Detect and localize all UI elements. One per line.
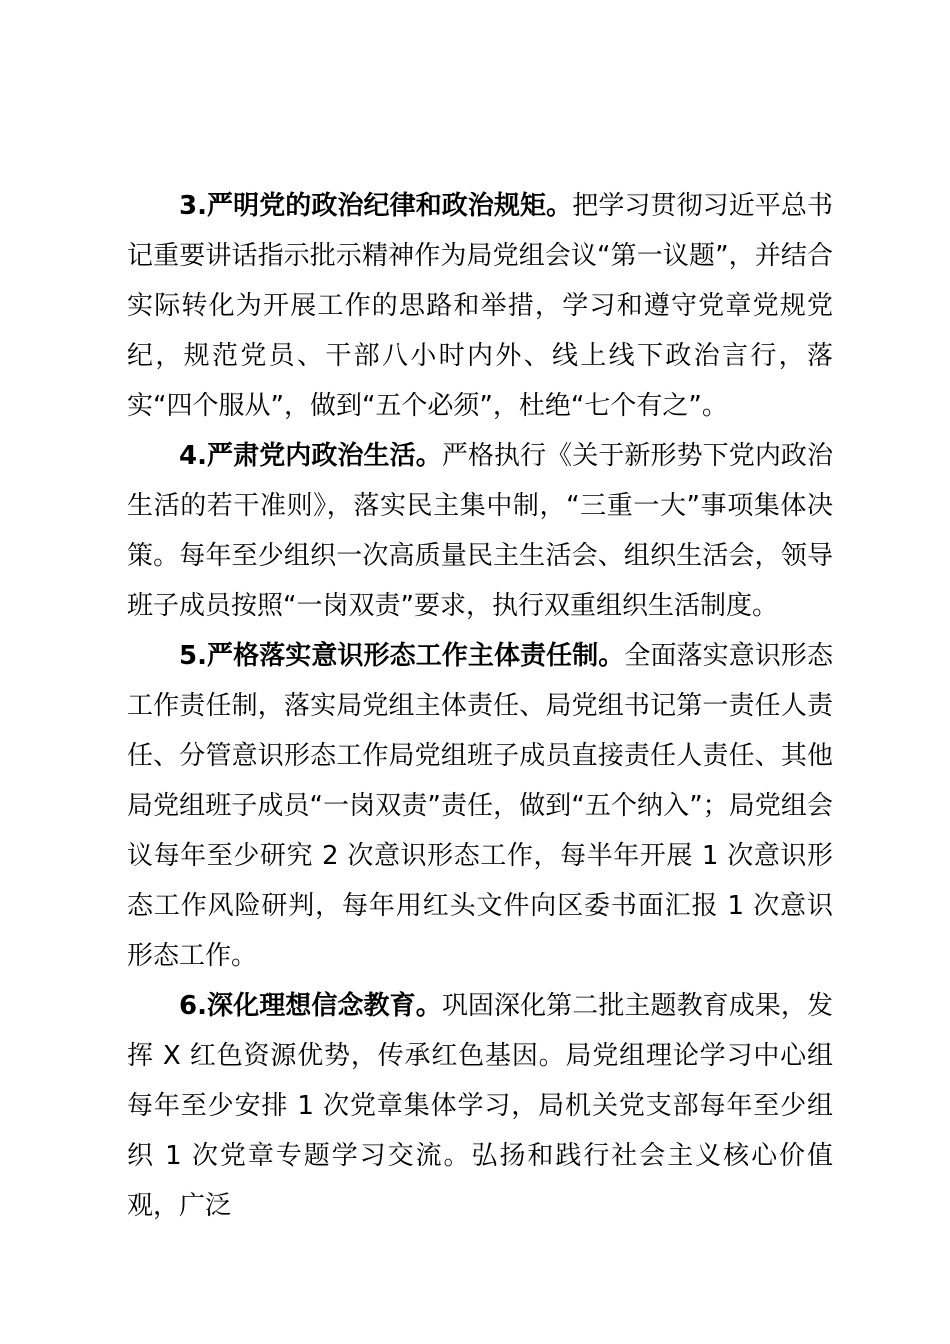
paragraph-6-heading: 6.深化理想信念教育。 xyxy=(179,991,442,1021)
paragraph-3-text: 把学习贯彻习近平总书记重要讲话指示批示精神作为局党组会议“第一议题”，并结合实际转化为开展工作的思路和举措，学习和遵守党章党规党纪，规范党员、干部八小时内外、线上线下政治言行，落实“四个服从”，做到“五个必须”，杜绝“七个有之”。 xyxy=(127,191,833,421)
paragraph-6-text: 巩固深化第二批主题教育成果，发挥 X 红色资源优势，传承红色基因。局党组理论学习中心组每年至少安排 1 次党章集体学习，局机关党支部每年至少组织 1 次党章专题学习交流。弘扬和践行社会主义核心价值观，广泛 xyxy=(127,991,833,1221)
paragraph-3 xyxy=(127,181,833,431)
paragraph-3-heading: 3.严明党的政治纪律和政治规矩。 xyxy=(179,191,573,221)
paragraph-5-heading: 5.严格落实意识形态工作主体责任制。 xyxy=(179,641,625,671)
paragraph-4-heading: 4.严肃党内政治生活。 xyxy=(179,441,442,471)
paragraph-5 xyxy=(127,631,833,981)
paragraph-6 xyxy=(127,981,833,1231)
paragraph-4-text: 严格执行《关于新形势下党内政治生活的若干准则》，落实民主集中制，“三重一大”事项集体决策。每年至少组织一次高质量民主生活会、组织生活会，领导班子成员按照“一岗双责”要求，执行双重组织生活制度。 xyxy=(127,441,833,621)
paragraph-4 xyxy=(127,431,833,631)
paragraph-5-text: 全面落实意识形态工作责任制，落实局党组主体责任、局党组书记第一责任人责任、分管意识形态工作局党组班子成员直接责任人责任、其他局党组班子成员“一岗双责”责任，做到“五个纳入”；局党组会议每年至少研究 2 次意识形态工作，每半年开展 1 次意识形态工作风险研判，每年用红头文件向区委书面汇报 1 次意识形态工作。 xyxy=(127,641,833,971)
document-body xyxy=(127,181,833,1231)
